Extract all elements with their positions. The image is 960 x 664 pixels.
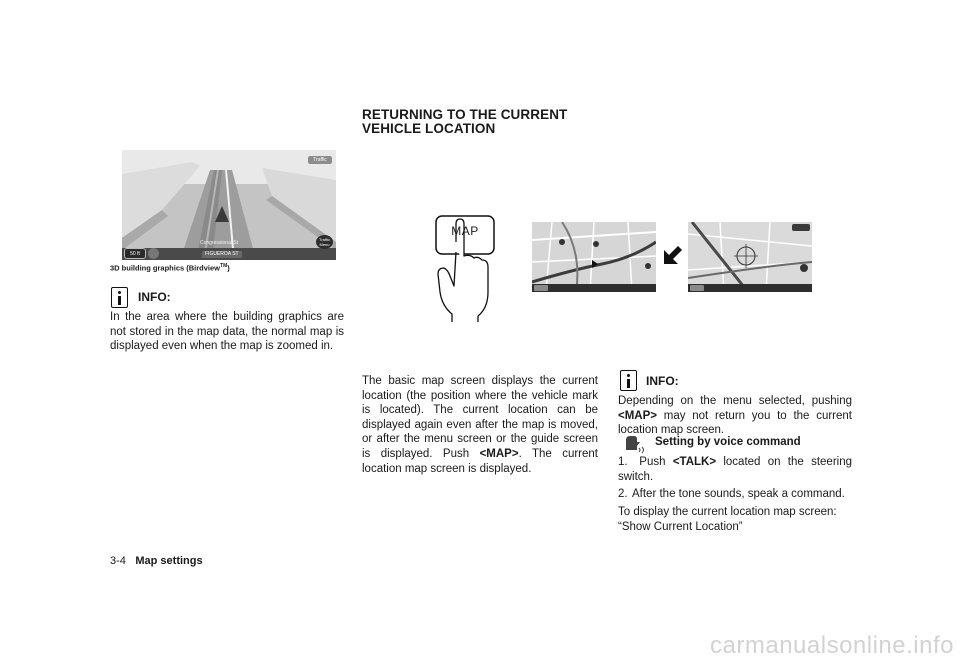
section-heading: [362, 108, 567, 136]
display-instruction: To display the current location map screen:: [618, 506, 837, 518]
street-label-lower: FIGUEROA ST: [202, 251, 242, 258]
map-screenshot-moved: [688, 222, 812, 292]
step-1-part2: located on the steering switch.: [618, 456, 852, 483]
info-right-part2: may not return you to the current location map screen.: [618, 409, 852, 437]
step-1-number: 1.: [618, 456, 628, 468]
compass-icon[interactable]: [148, 248, 159, 259]
chapter-title: Map settings: [135, 555, 203, 567]
map-screenshot-current: [532, 222, 656, 292]
left-arrow-icon: [662, 246, 682, 266]
birdview-screenshot: [122, 150, 336, 260]
map-graphic-1: [532, 222, 656, 292]
figure-caption-text: 3D building graphics (Birdview: [110, 263, 221, 273]
traffic-tag[interactable]: Traffic: [308, 156, 332, 164]
info-label-right: INFO:: [646, 374, 679, 388]
street-label-upper: Congressional St: [200, 240, 239, 246]
figure-caption-end: ): [227, 263, 230, 273]
info-paragraph: In the area where the building graphics are not stored in the map data, the normal map is displayed even when the map is zoomed in.: [110, 311, 344, 353]
info-right-part1: Depending on the menu selected, pushing: [618, 395, 852, 407]
step-2-number: 2.: [618, 488, 628, 500]
info-icon: [111, 287, 128, 308]
section-heading-line1: RETURNING TO THE CURRENT: [362, 107, 568, 122]
voice-command-heading: Setting by voice command: [655, 436, 801, 448]
voice-command-text: “Show Current Location”: [618, 521, 743, 533]
section-paragraph-part1: The basic map screen displays the current location (the position where the vehicle mark is located). The current location can be displayed again even after the map is moved, or after the menu screen or the guide screen is displayed. Push: [362, 375, 598, 460]
section-paragraph: [362, 374, 598, 476]
map-key-reference: <MAP>: [479, 447, 519, 460]
scale-button[interactable]: 50 ft: [124, 248, 146, 259]
info-label: INFO:: [138, 290, 171, 304]
traffic-menu-button[interactable]: Traffic Menu: [316, 235, 333, 249]
map-graphic-2: [688, 222, 812, 292]
info-paragraph-right: [618, 394, 852, 438]
map-key-reference: <MAP>: [618, 409, 657, 422]
step-2-text: After the tone sounds, speak a command.: [632, 488, 845, 500]
info-icon: [620, 370, 637, 391]
figure-caption: [110, 263, 230, 273]
section-paragraph-part2: . The current location map screen is displayed.: [362, 447, 598, 475]
voice-command-icon: [624, 434, 646, 454]
map-button-label[interactable]: MAP: [451, 224, 479, 238]
page-footer: [110, 551, 203, 569]
talk-key-reference: <TALK>: [672, 456, 717, 468]
step-1: [618, 455, 852, 484]
map-button-illustration: [430, 212, 500, 322]
watermark: carmanualsonline.info: [710, 632, 954, 659]
page-number: 3-4: [110, 555, 126, 567]
step-2: [618, 487, 852, 502]
section-heading-line2: VEHICLE LOCATION: [362, 121, 496, 136]
trademark-mark: TM: [220, 263, 228, 269]
step-1-part1: Push: [639, 456, 673, 468]
